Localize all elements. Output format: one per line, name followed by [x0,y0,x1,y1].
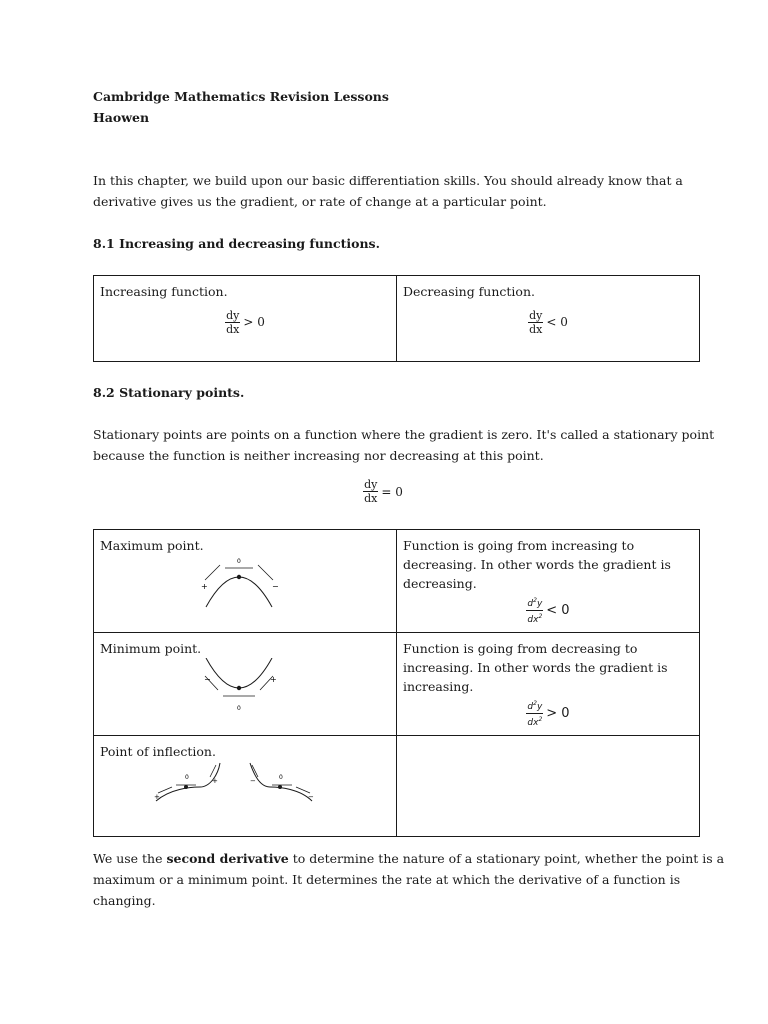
minimum-point-diagram [100,658,376,716]
stationary-para-line-1: Stationary points are points on a function where the gradient is zero. It's called a stationary point [93,427,715,442]
maximum-label: Maximum point. [100,538,204,553]
intro-line-2: derivative gives us the gradient, or rate of change at a particular point. [93,194,547,209]
table-row [94,633,700,736]
document-title: Cambridge Mathematics Revision Lessons [93,89,389,104]
plus-sign: + [154,793,160,801]
decreasing-label: Decreasing function. [403,284,535,299]
minimum-label: Minimum point. [100,641,202,656]
maximum-point-diagram [100,555,376,613]
increasing-condition: $\frac{dy}{dx}$ > 0 [226,309,265,336]
minimum-condition: $\frac{d^2y}{dx^2}$ > 0 [527,700,570,728]
plus-sign: + [270,675,277,684]
maximum-description: Function is going from increasing to decreasing. In other words the gradient is decreasing. [403,538,671,591]
minimum-description-cell [397,633,700,736]
section-8-2-heading: 8.2 Stationary points. [93,385,245,400]
dy-dx-fraction: $\frac{dy}{dx}$ [364,478,378,505]
dy-dx-fraction: $\frac{dy}{dx}$ [529,309,543,336]
minus-sign: − [204,675,211,684]
inflection-description-cell [397,736,700,837]
minus-sign: − [250,777,256,785]
stationary-points-table [93,529,700,837]
minus-sign: − [308,793,314,801]
closing-line-3: changing. [93,893,156,908]
table-row [94,530,700,633]
closing-line-1: We use the second derivative to determine the nature of a stationary point, whether the point is a [93,851,725,866]
intro-line-1: In this chapter, we build upon our basic differentiation skills. You should already know that a [93,173,683,188]
plus-sign: + [201,582,208,591]
minimum-cell [94,633,397,736]
maximum-description-cell [397,530,700,633]
stationary-para-line-2: because the function is neither increasing nor decreasing at this point. [93,448,544,463]
zero-label: 0 [237,705,241,712]
decreasing-cell [397,276,700,362]
table-row [94,736,700,837]
dy-dx-fraction: $\frac{dy}{dx}$ [226,309,240,336]
second-derivative-emphasis: second derivative [166,851,289,866]
maximum-condition: $\frac{d^2y}{dx^2}$ < 0 [527,597,570,625]
second-derivative-fraction: $\frac{d^2y}{dx^2}$ [527,597,543,625]
plus-sign: + [212,777,218,785]
minus-sign: − [272,582,279,591]
increasing-label: Increasing function. [100,284,228,299]
zero-label: 0 [185,774,189,781]
zero-label: 0 [279,774,283,781]
inflection-label: Point of inflection. [100,744,216,759]
zero-label: 0 [237,558,241,565]
maximum-cell [94,530,397,633]
section-8-1-heading: 8.1 Increasing and decreasing functions. [93,236,380,251]
second-derivative-fraction: $\frac{d^2y}{dx^2}$ [527,700,543,728]
stationary-equation: $\frac{dy}{dx}$ = 0 [364,478,403,505]
minimum-description: Function is going from decreasing to increasing. In other words the gradient is increasing. [403,641,668,694]
inflection-point-diagram [100,761,376,823]
document-author: Haowen [93,110,150,125]
inflection-cell [94,736,397,837]
increasing-cell [94,276,397,362]
increasing-decreasing-table [93,275,700,362]
decreasing-condition: $\frac{dy}{dx}$ < 0 [529,309,568,336]
closing-line-2: maximum or a minimum point. It determines the rate at which the derivative of a function is [93,872,681,887]
